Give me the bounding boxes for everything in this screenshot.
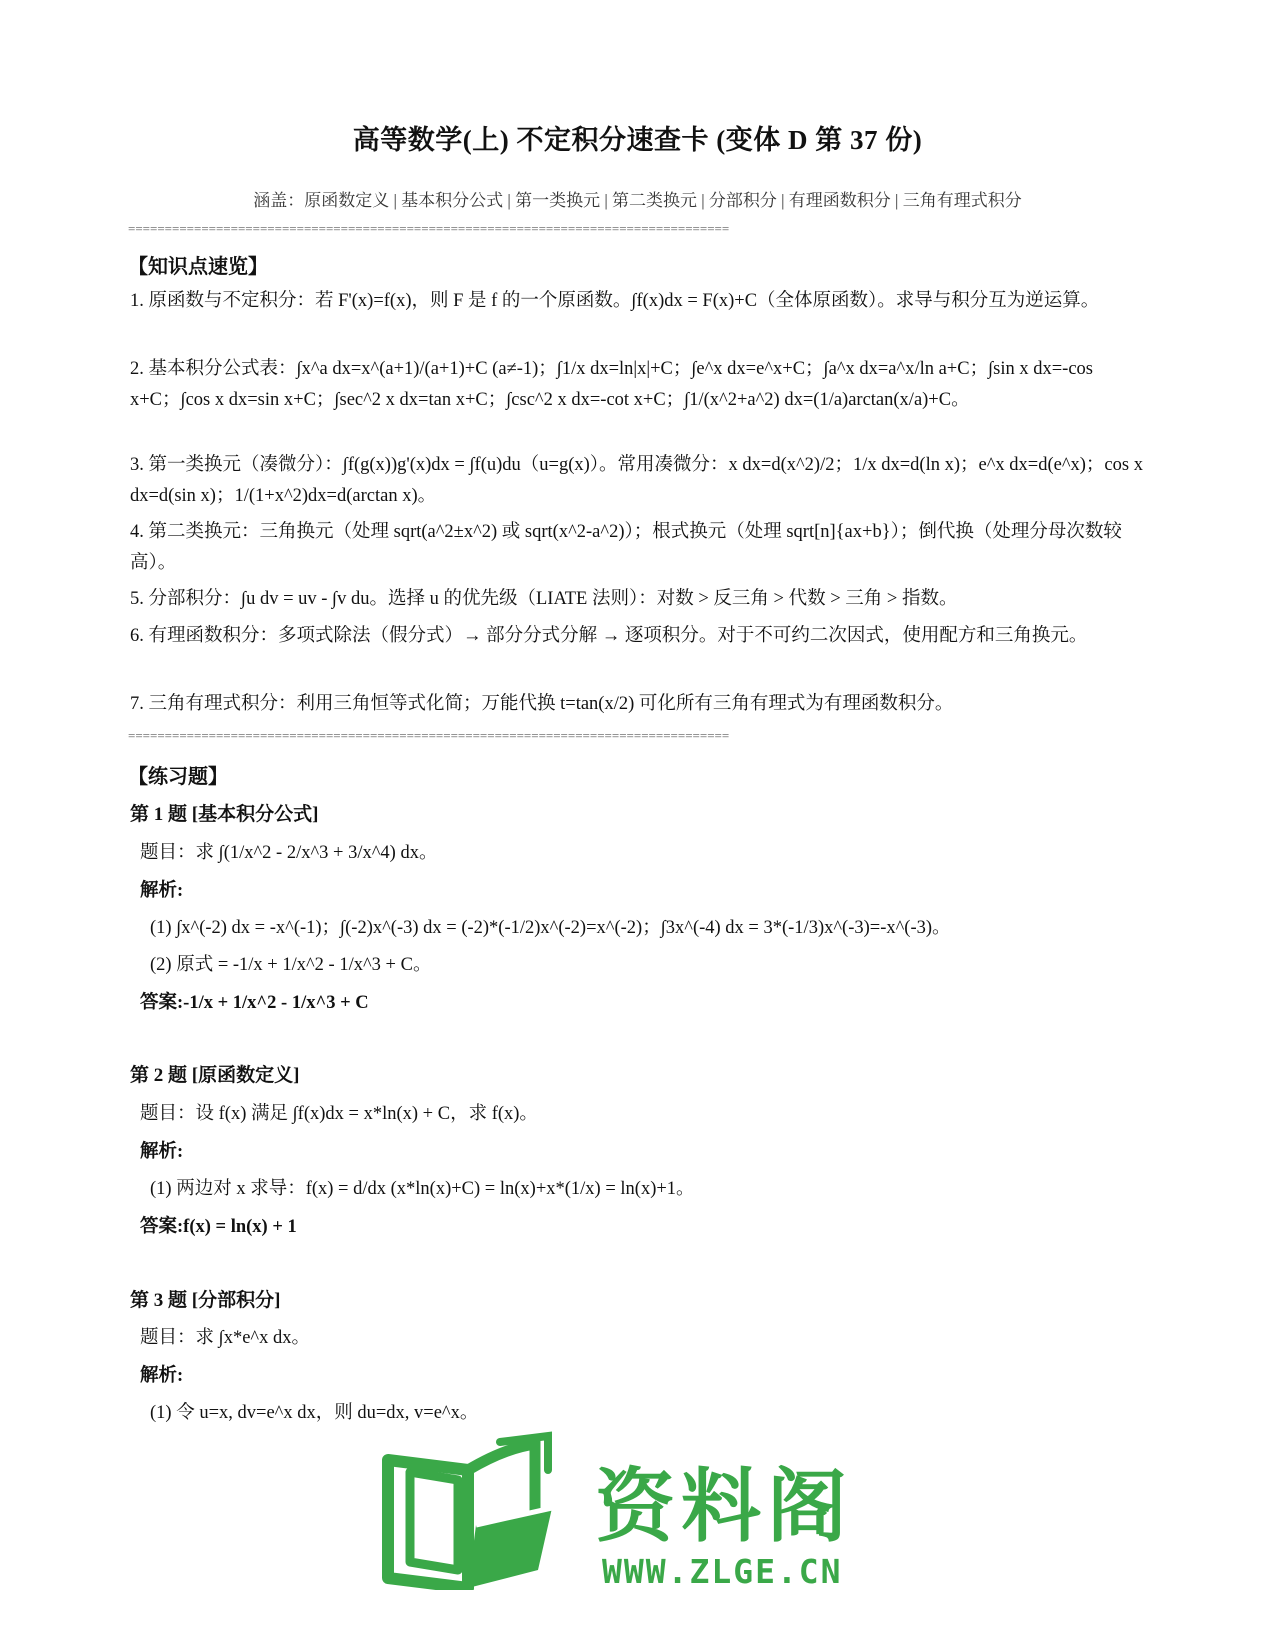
analysis-step: (1) ∫x^(-2) dx = -x^(-1)；∫(-2)x^(-3) dx = (-2)*(-1/2)x^(-2)=x^(-2)；∫3x^(-4) dx = 3*(-1/3)x^(-3)=-x^(-3)。 (150, 918, 951, 938)
knowledge-item: 2. 基本积分公式表：∫x^a dx=x^(a+1)/(a+1)+C (a≠-1)；∫1/x dx=ln|x|+C；∫e^x dx=e^x+C；∫a^x dx=a^x/ln a+C；∫sin x dx=-cos x+C；∫cos x dx=sin x+C；∫sec^2 x dx=tan x+C；∫csc^2 x dx=-cot x+C；∫1/(x^2+a^2) dx=(1/a)arctan(x/a)+C。 (130, 359, 1093, 410)
knowledge-item: 6. 有理函数积分：多项式除法（假分式）→ 部分分式分解 → 逐项积分。对于不可约二次因式，使用配方和三角换元。 (130, 626, 1088, 646)
question-problem: 题目：求 ∫(1/x^2 - 2/x^3 + 3/x^4) dx。 (140, 843, 438, 863)
page-subtitle: 涵盖：原函数定义 | 基本积分公式 | 第一类换元 | 第二类换元 | 分部积分 | 有理函数积分 | 三角有理式积分 (253, 191, 1022, 210)
analysis-label: 解析: (140, 1142, 184, 1162)
knowledge-heading: 【知识点速览】 (128, 256, 268, 278)
analysis-label: 解析: (140, 1366, 184, 1386)
analysis-step: (2) 原式 = -1/x + 1/x^2 - 1/x^3 + C。 (150, 955, 432, 975)
answer-line (140, 1212, 297, 1238)
answer-label: 答案: (140, 1217, 184, 1237)
divider-line: ================================================================================== (128, 222, 730, 236)
open-book-icon (380, 1430, 580, 1590)
knowledge-item: 1. 原函数与不定积分：若 F'(x)=f(x)，则 F 是 f 的一个原函数。∫f(x)dx = F(x)+C（全体原函数）。求导与积分互为逆运算。 (130, 291, 1100, 311)
answer-value: -1/x + 1/x^2 - 1/x^3 + C (183, 993, 369, 1013)
knowledge-item: 5. 分部积分：∫u dv = uv - ∫v du。选择 u 的优先级（LIATE 法则）：对数 > 反三角 > 代数 > 三角 > 指数。 (130, 589, 958, 609)
watermark-logo (395, 1440, 885, 1600)
analysis-step: (1) 令 u=x, dv=e^x dx，则 du=dx, v=e^x。 (150, 1403, 479, 1423)
question-title: 第 2 题 [原函数定义] (130, 1065, 300, 1086)
question-problem: 题目：设 f(x) 满足 ∫f(x)dx = x*ln(x) + C，求 f(x)。 (140, 1104, 538, 1124)
answer-value: f(x) = ln(x) + 1 (183, 1217, 297, 1237)
practice-heading: 【练习题】 (128, 766, 228, 788)
analysis-step: (1) 两边对 x 求导：f(x) = d/dx (x*ln(x)+C) = ln(x)+x*(1/x) = ln(x)+1。 (150, 1179, 695, 1199)
divider-line: ================================================================================== (128, 729, 730, 743)
question-problem: 题目：求 ∫x*e^x dx。 (140, 1328, 310, 1348)
answer-label: 答案: (140, 993, 184, 1013)
knowledge-item: 4. 第二类换元：三角换元（处理 sqrt(a^2±x^2) 或 sqrt(x^2-a^2)）；根式换元（处理 sqrt[n]{ax+b}）；倒代换（处理分母次数较高）。 (130, 522, 1122, 573)
watermark-url: WWW.ZLGE.CN (602, 1552, 843, 1591)
page-title: 高等数学(上) 不定积分速查卡 (变体 D 第 37 份) (352, 125, 923, 155)
answer-line (140, 988, 369, 1014)
knowledge-item: 3. 第一类换元（凑微分）：∫f(g(x))g'(x)dx = ∫f(u)du（u=g(x)）。常用凑微分：x dx=d(x^2)/2；1/x dx=d(ln x)；e^x dx=d(e^x)；cos x dx=d(sin x)；1/(1+x^2)dx=d(arctan x)。 (130, 455, 1143, 506)
question-title: 第 1 题 [基本积分公式] (130, 804, 319, 825)
watermark-name: 资料阁 (595, 1460, 853, 1553)
analysis-label: 解析: (140, 881, 184, 901)
question-title: 第 3 题 [分部积分] (130, 1290, 281, 1311)
knowledge-item: 7. 三角有理式积分：利用三角恒等式化简；万能代换 t=tan(x/2) 可化所有三角有理式为有理函数积分。 (130, 694, 954, 714)
